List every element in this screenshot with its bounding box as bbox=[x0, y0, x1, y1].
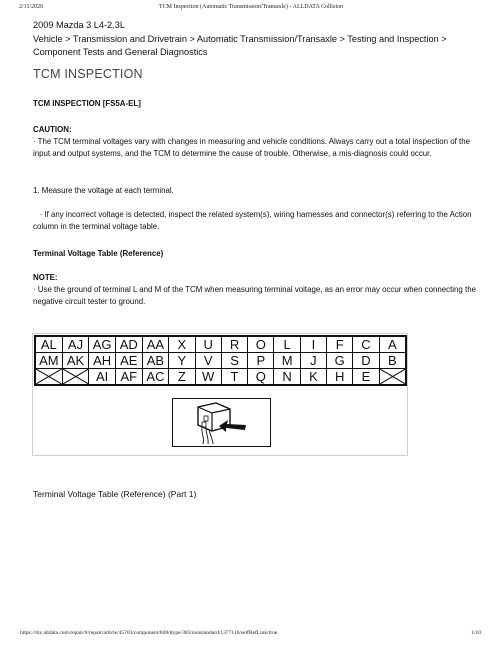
terminal-c: C bbox=[353, 336, 379, 353]
terminal-ag: AG bbox=[89, 336, 116, 353]
connector-location-icon bbox=[172, 398, 271, 447]
terminal-ad: AD bbox=[115, 336, 142, 353]
terminal-p: P bbox=[248, 353, 274, 369]
note-text: · Use the ground of terminal L and M of the TCM when measuring terminal voltage, as an error may occur when connecting the negative circuit tester to ground. bbox=[33, 285, 476, 307]
note-label: NOTE: bbox=[33, 273, 58, 282]
terminal-o: O bbox=[248, 336, 274, 353]
terminal-d: D bbox=[353, 353, 379, 369]
terminal-r: R bbox=[221, 336, 247, 353]
connector-diagram bbox=[32, 333, 408, 456]
terminal-ak: AK bbox=[62, 353, 89, 369]
terminal-row bbox=[35, 353, 406, 369]
table-heading: Terminal Voltage Table (Reference) bbox=[33, 249, 164, 258]
terminal-j: J bbox=[300, 353, 326, 369]
terminal-aa: AA bbox=[142, 336, 169, 353]
section-heading: TCM INSPECTION [FS5A-EL] bbox=[33, 99, 141, 108]
terminal-af: AF bbox=[115, 369, 142, 386]
page-number: 1/10 bbox=[471, 630, 481, 636]
terminal-y: Y bbox=[169, 353, 195, 369]
tcm-connector-terminal-grid bbox=[34, 335, 407, 386]
terminal-ah: AH bbox=[89, 353, 116, 369]
unused-terminal-cross bbox=[35, 369, 62, 386]
terminal-a: A bbox=[379, 336, 406, 353]
print-header-title: TCM Inspection (Automatic Transmission/Transaxle) - ALLDATA Collision bbox=[159, 4, 343, 10]
terminal-am: AM bbox=[35, 353, 62, 369]
terminal-ae: AE bbox=[115, 353, 142, 369]
terminal-v: V bbox=[195, 353, 221, 369]
unused-terminal-cross bbox=[62, 369, 89, 386]
terminal-f: F bbox=[327, 336, 353, 353]
terminal-b: B bbox=[379, 353, 406, 369]
terminal-z: Z bbox=[169, 369, 195, 386]
print-footer-url: https://my.alldata.com/repair/#/repair/article/45703/component/848/itype/383/nonstandard/1377116/selfRefLink/true bbox=[20, 630, 278, 636]
page-title: TCM INSPECTION bbox=[33, 67, 143, 81]
terminal-l: L bbox=[274, 336, 300, 353]
terminal-ab: AB bbox=[142, 353, 169, 369]
terminal-i: I bbox=[300, 336, 326, 353]
step-1-sub bbox=[33, 209, 483, 234]
terminal-al: AL bbox=[35, 336, 62, 353]
terminal-s: S bbox=[221, 353, 247, 369]
terminal-row bbox=[35, 369, 406, 386]
step-1-sub-text: · If any incorrect voltage is detected, inspect the related system(s), wiring harnesses and connector(s) referring to the Action column in the terminal voltage table. bbox=[33, 210, 472, 232]
terminal-m: M bbox=[274, 353, 300, 369]
terminal-k: K bbox=[300, 369, 326, 386]
terminal-g: G bbox=[327, 353, 353, 369]
unused-terminal-cross bbox=[379, 369, 406, 386]
terminal-w: W bbox=[195, 369, 221, 386]
terminal-e: E bbox=[353, 369, 379, 386]
breadcrumb[interactable]: Vehicle > Transmission and Drivetrain > Automatic Transmission/Transaxle > Testing and Inspection > Component Tests and General Diagnostics bbox=[33, 34, 447, 57]
print-date: 2/11/2020 bbox=[19, 4, 44, 10]
terminal-n: N bbox=[274, 369, 300, 386]
step-1: 1. Measure the voltage at each terminal. bbox=[33, 186, 174, 195]
terminal-row bbox=[35, 336, 406, 353]
terminal-u: U bbox=[195, 336, 221, 353]
caution-label: CAUTION: bbox=[33, 125, 72, 134]
terminal-t: T bbox=[221, 369, 247, 386]
terminal-ac: AC bbox=[142, 369, 169, 386]
terminal-h: H bbox=[327, 369, 353, 386]
terminal-q: Q bbox=[248, 369, 274, 386]
figure-caption: Terminal Voltage Table (Reference) (Part 1) bbox=[33, 489, 197, 499]
terminal-ai: AI bbox=[89, 369, 116, 386]
caution-text: · The TCM terminal voltages vary with changes in measuring and vehicle conditions. Always carry out a total inspection of the input and output systems, and the TCM to determine the cause of trouble. Otherwise, a mis-diagnosis could occur. bbox=[33, 137, 470, 159]
terminal-x: X bbox=[169, 336, 195, 353]
vehicle-name: 2009 Mazda 3 L4-2.3L bbox=[33, 20, 125, 30]
terminal-aj: AJ bbox=[62, 336, 89, 353]
